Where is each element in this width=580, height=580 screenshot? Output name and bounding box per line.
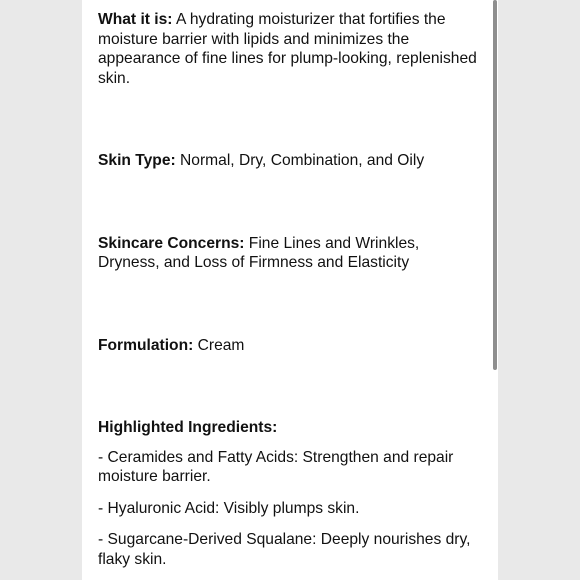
formulation-section	[98, 336, 478, 356]
what-it-is-label: What it is:	[98, 11, 173, 28]
skincare-concerns-section	[98, 234, 478, 273]
skin-type-label: Skin Type:	[98, 152, 176, 169]
product-description	[98, 10, 478, 569]
product-description-panel	[82, 0, 498, 580]
ingredient-item: - Sugarcane-Derived Squalane: Deeply nourishes dry, flaky skin.	[98, 531, 471, 568]
highlighted-ingredients-heading	[98, 418, 478, 438]
ingredient-item: - Hyaluronic Acid: Visibly plumps skin.	[98, 499, 360, 517]
skin-type-text: Normal, Dry, Combination, and Oily	[175, 152, 425, 169]
skincare-concerns-text: Fine Lines and Wrinkles, Dryness, and Loss of Firmness and Elasticity	[98, 234, 420, 271]
skin-type-section	[98, 151, 478, 171]
skincare-concerns-label: Skincare Concerns:	[98, 234, 245, 252]
highlighted-ingredients-label: Highlighted Ingredients:	[98, 419, 278, 436]
formulation-label: Formulation:	[98, 336, 194, 354]
formulation-text: Cream	[193, 336, 245, 354]
scrollbar-thumb[interactable]	[493, 0, 497, 370]
ingredient-item: - Ceramides and Fatty Acids: Strengthen and repair moisture barrier.	[98, 448, 454, 485]
what-it-is-text: A hydrating moisturizer that fortifies the moisture barrier with lipids and minimizes the appearance of fine lines for plump-looking, replenished skin.	[98, 11, 477, 87]
what-it-is-section	[98, 10, 478, 88]
